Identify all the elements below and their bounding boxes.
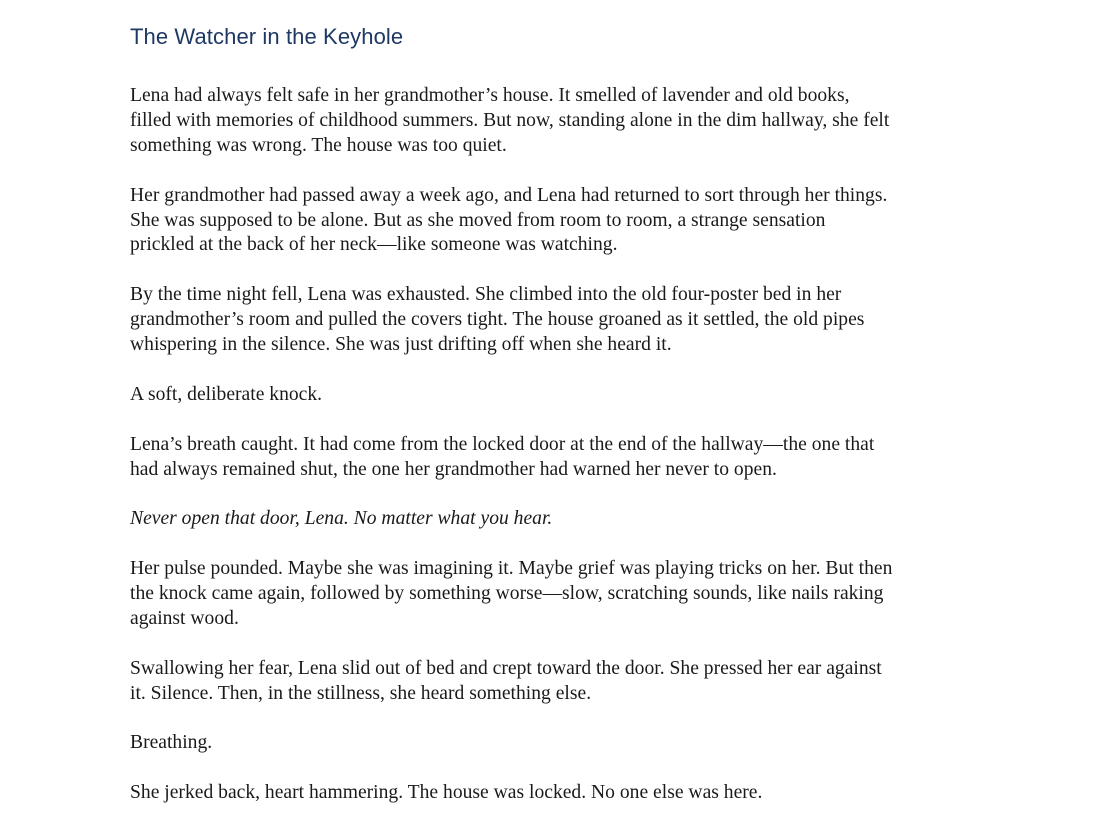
- paragraph-9: Breathing.: [130, 732, 213, 754]
- paragraph-8: Swallowing her fear, Lena slid out of bed and crept toward the door. She pressed her ear against it. Silence. Then, in the stillness, she heard something else.: [130, 657, 882, 704]
- document-body: [130, 84, 980, 831]
- paragraph-6-italic: Never open that door, Lena. No matter what you hear.: [130, 508, 553, 530]
- paragraph-3: By the time night fell, Lena was exhausted. She climbed into the old four-poster bed in her grandmother’s room and pulled the covers tight. The house groaned as it settled, the old pipes whispering in the silence. She was just drifting off when she heard it.: [130, 284, 865, 356]
- paragraph-2: Her grandmother had passed away a week ago, and Lena had returned to sort through her things. She was supposed to be alone. But as she moved from room to room, a strange sensation prickled at the back of her neck—like someone was watching.: [130, 184, 888, 256]
- document-title: The Watcher in the Keyhole: [130, 24, 404, 49]
- paragraph-5: Lena’s breath caught. It had come from the locked door at the end of the hallway—the one that had always remained shut, the one her grandmother had warned her never to open.: [130, 433, 875, 480]
- paragraph-7: Her pulse pounded. Maybe she was imagining it. Maybe grief was playing tricks on her. But then the knock came again, followed by something worse—slow, scratching sounds, like nails raking against wood.: [130, 558, 893, 629]
- paragraph-1: Lena had always felt safe in her grandmother’s house. It smelled of lavender and old books, filled with memories of childhood summers. But now, standing alone in the dim hallway, she felt something was wrong. The house was too quiet.: [130, 85, 890, 156]
- paragraph-10: She jerked back, heart hammering. The house was locked. No one else was here.: [130, 782, 763, 804]
- paragraph-4: A soft, deliberate knock.: [130, 383, 323, 405]
